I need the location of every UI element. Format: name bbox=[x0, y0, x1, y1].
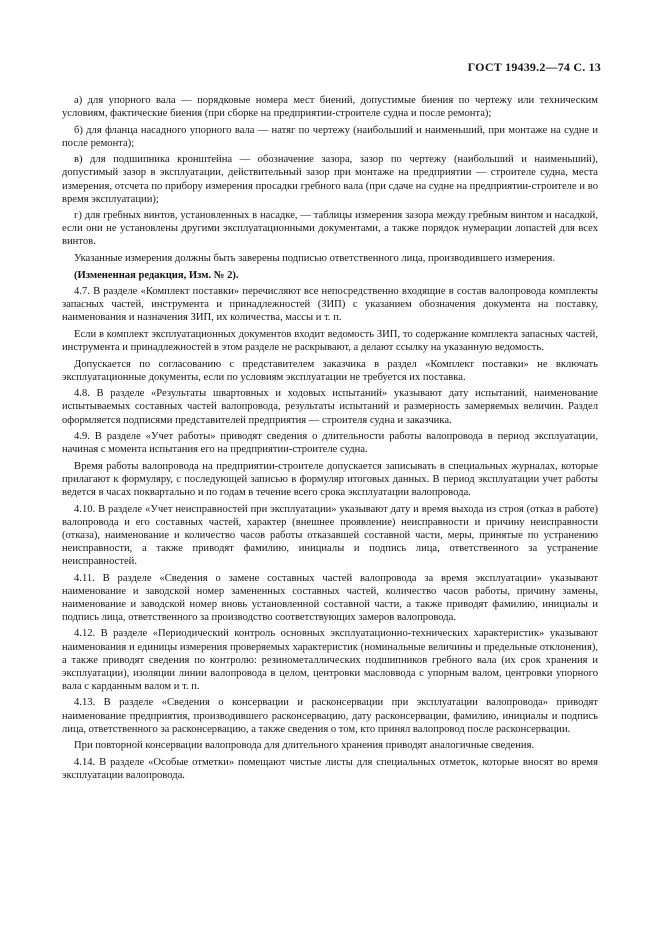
paragraph-4-7: 4.7. В разделе «Комплект поставки» перечисляют все непосредственно входящие в состав валопровода комплекты запасных частей, инструмента и принадлежностей (ЗИП) с указанием обозначения документа на поставку, наименования и назначения ЗИП, их количества, массы и т. п. bbox=[62, 286, 598, 324]
paragraph-4-13-repeat: При повторной консервации валопровода для длительного хранения приводят аналогичные сведения. bbox=[74, 740, 535, 752]
document-body bbox=[62, 94, 598, 786]
paragraph-4-8: 4.8. В разделе «Результаты швартовных и ходовых испытаний» указывают дату испытаний, наименование испытываемых составных частей валопровода, результаты испытаний и размерность замеряемых величин. Раздел оформляется подписями представителей предприятия — строителя судна и заказчика. bbox=[62, 388, 598, 426]
page-header: ГОСТ 19439.2—74 С. 13 bbox=[467, 60, 601, 74]
paragraph-v-bracket-bearing: в) для подшипника кронштейна — обозначение зазора, зазор по чертежу (наибольший и наименьший), допустимый зазор в эксплуатации, действительный зазор при монтаже на предприятии — строителе судна, места измерения, отсчета по прибору измерения просадки гребного вала (при сдаче на судне на предприятии-строителе и во время эксплуатации); bbox=[62, 154, 598, 205]
paragraph-4-13: 4.13. В разделе «Сведения о консервации и расконсервации при эксплуатации валопровода» приводят наименование предприятия, производившего расконсервацию, дату расконсервации, фамилию, инициалы и подпись лица, ответственного за расконсервацию, а также сведения о том, кто принял валопровод после расконсервации. bbox=[62, 697, 598, 735]
paragraph-4-9: 4.9. В разделе «Учет работы» приводят сведения о длительности работы валопровода в период эксплуатации, начиная с момента испытания его на предприятии-строителе судна. bbox=[62, 431, 598, 456]
paragraph-g-propellers: г) для гребных винтов, установленных в насадке, — таблицы измерения зазора между гребным винтом и насадкой, если они не установлены другими эксплуатационными документами, а также порядок нумерации лопастей для всех винтов. bbox=[62, 210, 598, 248]
paragraph-4-7-zip-list: Если в комплект эксплуатационных документов входит ведомость ЗИП, то содержание комплекта запасных частей, инструмента и принадлежностей в этом разделе не раскрывают, а делают ссылку на указанную ведомость. bbox=[62, 329, 598, 354]
paragraph-a-thrust-shaft: а) для упорного вала — порядковые номера мест биений, допустимые биения по чертежу или техническим условиям, фактические биения (при сборке на предприятии-строителе судна и после ремонта); bbox=[62, 95, 598, 120]
paragraph-b-flange: б) для фланца насадного упорного вала — натяг по чертежу (наибольший и наименьший, при монтаже на судне и после ремонта); bbox=[62, 124, 598, 149]
paragraph-4-14: 4.14. В разделе «Особые отметки» помещают чистые листы для специальных отметок, которые вносят во время эксплуатации валопровода. bbox=[62, 756, 598, 781]
paragraph-4-11: 4.11. В разделе «Сведения о замене составных частей валопровода за время эксплуатации» указывают наименование и заводской номер замененных составных частей, количество часов работы, причину замены, наименование и заводской номер вновь установленной составной части, а также приводят фамилию, инициалы и подпись лица, ответственного за производство соответствующих замеров валопровода. bbox=[62, 572, 598, 623]
paragraph-4-12: 4.12. В разделе «Периодический контроль основных эксплуатационно-технических характеристик» указывают наименования и единицы измерения проверяемых характеристик (номинальные величины и предельные отклонения), а также приводят сведения по контролю: резинометаллических подшипников гребного вала (их срок хранения и эксплуатации), изоляции линии валопровода в целом, центровки масловвода с упорным валом, центровки упорного вала с карданным валом и т. п. bbox=[62, 628, 598, 692]
paragraph-4-10: 4.10. В разделе «Учет неисправностей при эксплуатации» указывают дату и время выхода из строя (отказ в работе) валопровода и его составных частей, характер (внешнее проявление) неисправности и причину неисправности (отказа), наименование и количество часов работы отказавшей составной части, меры, принятые по устранению неисправности, а также приводят фамилию, инициалы и подпись лица, ответственного за устранение неисправностей. bbox=[62, 503, 598, 567]
amendment-note: (Измененная редакция, Изм. № 2). bbox=[74, 269, 239, 281]
paragraph-4-9-journals: Время работы валопровода на предприятии-строителе допускается записывать в специальных журналах, которые прилагают к формуляру, с последующей записью в формуляр итоговых данных. В период эксплуатации учет работы ведется в часах поквартально и по годам в течение всего срока эксплуатации валопровода. bbox=[62, 460, 598, 499]
paragraph-measurements-signed: Указанные измерения должны быть заверены подписью ответственного лица, производившего измерения. bbox=[74, 253, 555, 265]
paragraph-4-7-agreement: Допускается по согласованию с представителем заказчика в раздел «Комплект поставки» не включать эксплуатационные документы, если по условиям эксплуатации не требуется их поставка. bbox=[62, 358, 598, 383]
